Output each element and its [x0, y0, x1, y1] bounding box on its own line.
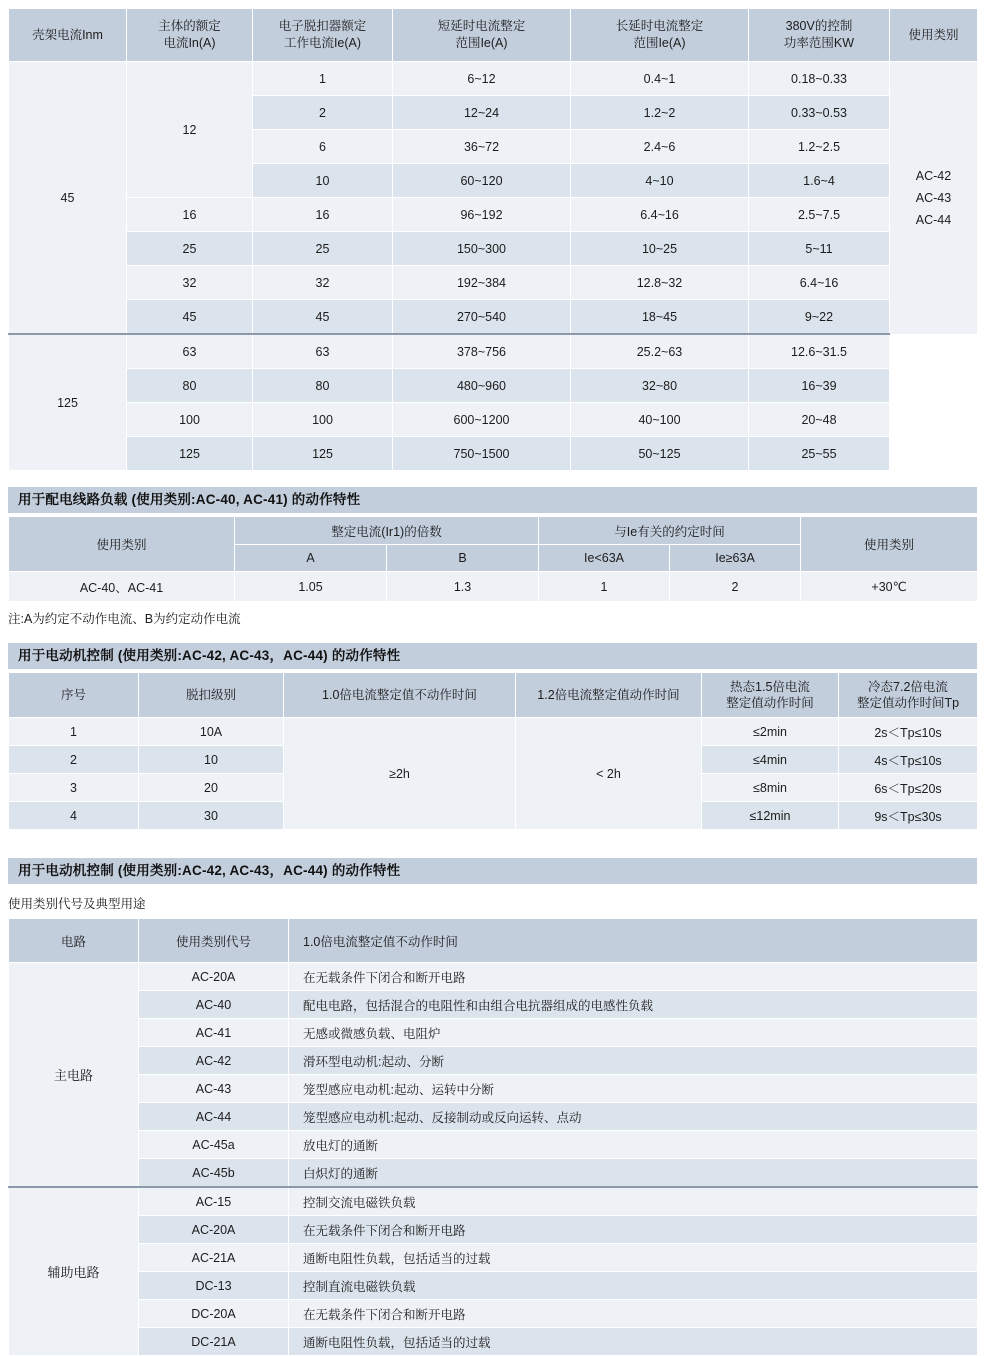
cell-long: 2.4~6	[571, 130, 749, 164]
note-distribution: 注:A为约定不动作电流、B为约定动作电流	[8, 612, 241, 626]
cell-desc: 白炽灯的通断	[289, 1159, 978, 1188]
cell-ie: 1	[253, 62, 393, 96]
cell-hot: ≤12min	[702, 802, 839, 830]
cell-in: 32	[127, 266, 253, 300]
cell-ie: 6	[253, 130, 393, 164]
cell-trip-class: 30	[139, 802, 284, 830]
cell-ie: 125	[253, 437, 393, 471]
cell-ie: 16	[253, 198, 393, 232]
cell-short: 96~192	[393, 198, 571, 232]
cell-code: AC-42	[139, 1047, 289, 1075]
cell-desc: 在无载条件下闭合和断开电路	[289, 963, 978, 991]
section-title-motor-characteristics: 用于电动机控制 (使用类别:AC-42, AC-43，AC-44) 的动作特性	[8, 643, 977, 669]
hdr-time: 与Ie有关的约定时间	[539, 517, 801, 545]
table-row	[9, 1047, 978, 1075]
table-row	[9, 62, 978, 96]
cell-kw: 5~11	[749, 232, 890, 266]
cell-short: 150~300	[393, 232, 571, 266]
hdr-usage-code: 使用类别代号	[139, 919, 289, 963]
table-row	[9, 266, 978, 300]
table-header-row	[9, 517, 978, 545]
hdr-hot-15x	[702, 673, 839, 718]
cell-seq: 2	[9, 746, 139, 774]
table-row	[9, 300, 978, 335]
col-use-category-l1: 使用类别	[908, 27, 959, 42]
cell-in-12: 12	[127, 62, 253, 198]
table-row	[9, 1244, 978, 1272]
cell-in: 63	[127, 334, 253, 369]
cell-desc: 笼型感应电动机:起动、运转中分断	[289, 1075, 978, 1103]
cell-long: 18~45	[571, 300, 749, 335]
cell-long: 32~80	[571, 369, 749, 403]
table-row	[9, 1131, 978, 1159]
table-row	[9, 1159, 978, 1188]
cell-time-ge: 2	[670, 572, 801, 602]
cell-cold: 6s＜Tp≤20s	[839, 774, 978, 802]
cell-code: AC-40	[139, 991, 289, 1019]
cell-in: 45	[127, 300, 253, 335]
cell-desc: 笼型感应电动机:起动、反接制动或反向运转、点动	[289, 1103, 978, 1131]
table-row	[9, 1075, 978, 1103]
hdr-use-category-right: 使用类别	[801, 517, 978, 572]
cell-hot: ≤8min	[702, 774, 839, 802]
table-row	[9, 198, 978, 232]
cell-short: 750~1500	[393, 437, 571, 471]
col-use-category	[890, 9, 978, 62]
hdr-12x-trip: 1.2倍电流整定值动作时间	[516, 673, 702, 718]
table-row	[9, 963, 978, 991]
table-row	[9, 1272, 978, 1300]
cell-desc: 控制直流电磁铁负载	[289, 1272, 978, 1300]
cell-ie: 45	[253, 300, 393, 335]
cell-long: 25.2~63	[571, 334, 749, 369]
table-row	[9, 334, 978, 369]
col-frame-current-l1: 壳架电流Inm	[32, 27, 103, 42]
cell-code: AC-45b	[139, 1159, 289, 1188]
cell-hot: ≤4min	[702, 746, 839, 774]
cell-kw: 16~39	[749, 369, 890, 403]
col-short-delay-l2: 范围Ie(A)	[455, 36, 508, 50]
table-row	[9, 369, 978, 403]
cell-desc: 通断电阻性负载，包括适当的过载	[289, 1328, 978, 1356]
cell-desc: 通断电阻性负载，包括适当的过载	[289, 1244, 978, 1272]
cell-use-category	[890, 62, 978, 335]
table-row	[9, 437, 978, 471]
cell-desc: 在无载条件下闭合和断开电路	[289, 1300, 978, 1328]
hdr-hot-15x-l1: 热态1.5倍电流	[730, 680, 810, 694]
table-row	[9, 1187, 978, 1216]
cell-cold: 2s＜Tp≤10s	[839, 718, 978, 746]
section-title-motor-usage: 用于电动机控制 (使用类别:AC-42, AC-43，AC-44) 的动作特性	[8, 858, 977, 884]
cell-ie: 25	[253, 232, 393, 266]
cell-long: 10~25	[571, 232, 749, 266]
cell-long: 50~125	[571, 437, 749, 471]
cell-trip-class: 10A	[139, 718, 284, 746]
cell-in: 16	[127, 198, 253, 232]
hdr-usage-desc: 1.0倍电流整定值不动作时间	[289, 919, 978, 963]
cell-12x-trip: < 2h	[516, 718, 702, 830]
cell-short: 480~960	[393, 369, 571, 403]
cell-ie: 100	[253, 403, 393, 437]
cell-code: AC-20A	[139, 963, 289, 991]
cell-hot: ≤2min	[702, 718, 839, 746]
cell-code: DC-13	[139, 1272, 289, 1300]
cell-short: 600~1200	[393, 403, 571, 437]
cell-seq: 1	[9, 718, 139, 746]
col-tripper-current-l2: 工作电流Ie(A)	[283, 36, 362, 50]
cell-frame-125: 125	[9, 334, 127, 471]
table-row	[9, 1103, 978, 1131]
cell-desc: 无感或微感负载、电阻炉	[289, 1019, 978, 1047]
cell-code: DC-21A	[139, 1328, 289, 1356]
use-category-ac44: AC-44	[915, 212, 952, 227]
cell-short: 60~120	[393, 164, 571, 198]
cell-kw: 1.6~4	[749, 164, 890, 198]
cell-cold: 9s＜Tp≤30s	[839, 802, 978, 830]
use-category-ac43: AC-43	[915, 190, 952, 205]
col-long-delay-l1: 长延时电流整定	[615, 19, 704, 33]
cell-ie: 2	[253, 96, 393, 130]
hdr-cold-72x-l1: 冷态7.2倍电流	[868, 680, 948, 694]
cell-kw: 0.33~0.53	[749, 96, 890, 130]
document-page	[0, 8, 985, 1356]
table-header-row	[9, 673, 978, 718]
cell-short: 36~72	[393, 130, 571, 164]
distribution-characteristics-table	[8, 516, 978, 602]
cell-temp: +30℃	[801, 572, 978, 602]
cell-kw: 20~48	[749, 403, 890, 437]
col-power-range-l2: 功率范围KW	[783, 36, 855, 50]
hdr-hot-15x-l2: 整定值动作时间	[726, 696, 814, 710]
table-row	[9, 1216, 978, 1244]
cell-long: 40~100	[571, 403, 749, 437]
col-power-range-l1: 380V的控制	[785, 19, 853, 33]
col-rated-current-l1: 主体的额定	[158, 19, 221, 33]
cell-frame-45: 45	[9, 62, 127, 335]
cell-short: 12~24	[393, 96, 571, 130]
cell-trip-class: 10	[139, 746, 284, 774]
cell-kw: 2.5~7.5	[749, 198, 890, 232]
cell-desc: 在无载条件下闭合和断开电路	[289, 1216, 978, 1244]
col-long-delay	[571, 9, 749, 62]
table-row	[9, 1328, 978, 1356]
hdr-circuit: 电路	[9, 919, 139, 963]
cell-seq: 4	[9, 802, 139, 830]
cell-ie: 63	[253, 334, 393, 369]
cell-short: 192~384	[393, 266, 571, 300]
cell-long: 0.4~1	[571, 62, 749, 96]
cell-desc: 控制交流电磁铁负载	[289, 1187, 978, 1216]
table-row	[9, 991, 978, 1019]
hdr-cold-72x-l2: 整定值动作时间Tp	[856, 696, 960, 710]
cell-in: 125	[127, 437, 253, 471]
table-row	[9, 232, 978, 266]
col-tripper-current-l1: 电子脱扣器额定	[278, 19, 367, 33]
cell-short: 378~756	[393, 334, 571, 369]
cell-short: 6~12	[393, 62, 571, 96]
table-row	[9, 1019, 978, 1047]
hdr-trip-class: 脱扣级别	[139, 673, 284, 718]
section-title-distribution: 用于配电线路负载 (使用类别:AC-40, AC-41) 的动作特性	[8, 487, 977, 513]
cell-time-lt: 1	[539, 572, 670, 602]
hdr-multiple: 整定电流(Ir1)的倍数	[235, 517, 539, 545]
cell-a: 1.05	[235, 572, 387, 602]
cell-code: DC-20A	[139, 1300, 289, 1328]
cell-ie: 80	[253, 369, 393, 403]
cell-empty	[890, 334, 978, 471]
cell-code: AC-44	[139, 1103, 289, 1131]
col-rated-current	[127, 9, 253, 62]
cell-seq: 3	[9, 774, 139, 802]
cell-code: AC-15	[139, 1187, 289, 1216]
cell-kw: 6.4~16	[749, 266, 890, 300]
table-row	[9, 1300, 978, 1328]
hdr-10x-no-trip: 1.0倍电流整定值不动作时间	[284, 673, 516, 718]
cell-in: 80	[127, 369, 253, 403]
col-short-delay	[393, 9, 571, 62]
col-tripper-current	[253, 9, 393, 62]
cell-code: AC-41	[139, 1019, 289, 1047]
cell-long: 1.2~2	[571, 96, 749, 130]
hdr-sub-lt63: Ie<63A	[539, 545, 670, 572]
col-long-delay-l2: 范围Ie(A)	[633, 36, 686, 50]
hdr-cold-72x	[839, 673, 978, 718]
cell-ie: 10	[253, 164, 393, 198]
col-short-delay-l1: 短延时电流整定	[437, 19, 526, 33]
cell-trip-class: 20	[139, 774, 284, 802]
cell-ie: 32	[253, 266, 393, 300]
cell-kw: 0.18~0.33	[749, 62, 890, 96]
cell-cold: 4s＜Tp≤10s	[839, 746, 978, 774]
spec-table	[8, 8, 978, 471]
cell-code: AC-21A	[139, 1244, 289, 1272]
col-power-range	[749, 9, 890, 62]
use-category-ac42: AC-42	[915, 168, 952, 183]
cell-group-aux-circuit: 辅助电路	[9, 1187, 139, 1356]
subtitle-usage-codes: 使用类别代号及典型用途	[8, 897, 146, 911]
table-row	[9, 403, 978, 437]
cell-long: 6.4~16	[571, 198, 749, 232]
cell-10x-no-trip: ≥2h	[284, 718, 516, 830]
cell-desc: 放电灯的通断	[289, 1131, 978, 1159]
cell-category: AC-40、AC-41	[9, 572, 235, 602]
cell-long: 4~10	[571, 164, 749, 198]
cell-code: AC-43	[139, 1075, 289, 1103]
table-row	[9, 572, 978, 602]
cell-code: AC-20A	[139, 1216, 289, 1244]
hdr-seq: 序号	[9, 673, 139, 718]
spec-table-header-row	[9, 9, 978, 62]
col-frame-current	[9, 9, 127, 62]
cell-in: 25	[127, 232, 253, 266]
hdr-sub-a: A	[235, 545, 387, 572]
cell-in: 100	[127, 403, 253, 437]
hdr-sub-ge63: Ie≥63A	[670, 545, 801, 572]
usage-category-table	[8, 918, 978, 1356]
motor-characteristics-table	[8, 672, 978, 830]
cell-desc: 滑环型电动机:起动、分断	[289, 1047, 978, 1075]
hdr-use-category-left: 使用类别	[9, 517, 235, 572]
cell-desc: 配电电路，包括混合的电阻性和由组合电抗器组成的电感性负载	[289, 991, 978, 1019]
cell-code: AC-45a	[139, 1131, 289, 1159]
cell-b: 1.3	[387, 572, 539, 602]
table-row	[9, 718, 978, 746]
cell-kw: 25~55	[749, 437, 890, 471]
cell-long: 12.8~32	[571, 266, 749, 300]
cell-kw: 9~22	[749, 300, 890, 335]
table-header-row	[9, 919, 978, 963]
hdr-sub-b: B	[387, 545, 539, 572]
cell-kw: 12.6~31.5	[749, 334, 890, 369]
col-rated-current-l2: 电流In(A)	[163, 36, 216, 50]
cell-group-main-circuit: 主电路	[9, 963, 139, 1188]
cell-kw: 1.2~2.5	[749, 130, 890, 164]
cell-short: 270~540	[393, 300, 571, 335]
